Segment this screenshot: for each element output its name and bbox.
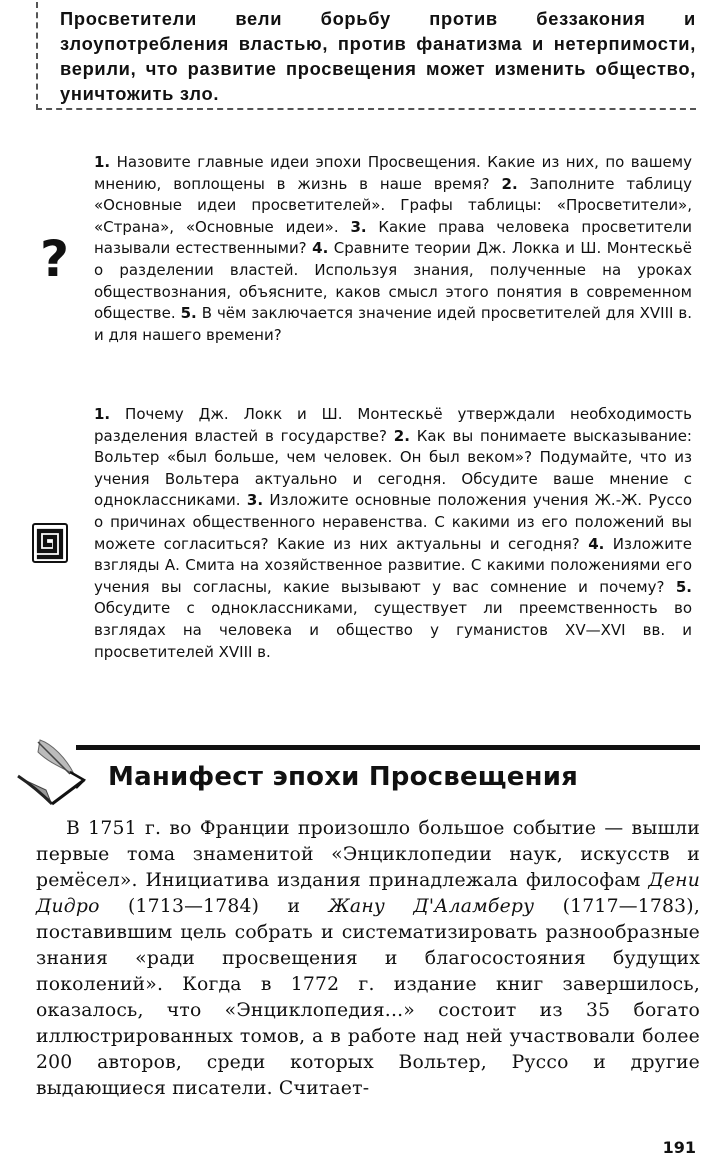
question-number: 5. — [180, 304, 197, 323]
task-number: 2. — [393, 426, 410, 445]
paragraph-text: В 1751 г. во Франции произошло большое событие — вышли первые тома знаменитой «Энциклопедии наук, искусств и ремёсел». Инициатива издания принадлежала философам — [36, 818, 700, 891]
question-text: Какие права человека просветители называли естественными? — [94, 217, 692, 258]
spiral-task-icon — [32, 523, 68, 563]
section-divider — [76, 745, 700, 750]
question-number: 4. — [312, 239, 329, 258]
question-number: 3. — [350, 217, 367, 236]
person-name: Жану Д'Аламберу — [328, 896, 535, 917]
summary-box — [36, 2, 696, 110]
task-text: Почему Дж. Локк и Ш. Монтескьё утверждали необходимость разделения властей в государстве? — [94, 405, 692, 445]
question-text: Назовите главные идеи эпохи Просвещения. Какие из них, по вашему мнению, воплощены в жизнь в наше время? — [94, 153, 692, 193]
page-number: 191 — [662, 1138, 696, 1157]
task-number: 4. — [588, 534, 605, 553]
task-number: 1. — [94, 405, 111, 423]
task-text: Обсудите с одноклассниками, существует ли преемственность во взглядах на человека и общество у гуманистов XV—XVI вв. и просветителей XVIII в. — [94, 599, 692, 661]
task-text: Изложите взгляды А. Смита на хозяйственное развитие. С какими положениями его учения вы согласны, какие вызывают у вас сомнение и почему? — [94, 534, 692, 596]
question-text: Сравните теории Дж. Локка и Ш. Монтескьё о разделении властей. Используя знания, полученные на уроках обществознания, объясните, каков смысл этого понятия в современном обществе. — [94, 239, 692, 323]
paragraph-text: (1717—1783), поставившим цель собрать и систематизировать разнообразные знания «ради просвещения и благосостояния будущих поколений». Когда в 1772 г. издание книг завершилось, оказалось, что «Энциклопедия...» состоит из 35 богато иллюстрированных томов, а в работе над ней участвовали более 200 авторов, среди которых Вольтер, Руссо и другие выдающиеся писатели. Считает- — [36, 896, 700, 1099]
question-text: В чём заключается значение идей просветителей для XVIII в. и для нашего времени? — [94, 304, 692, 344]
section-title: Манифест эпохи Просвещения — [108, 762, 579, 792]
task-number: 3. — [246, 491, 264, 510]
question-number: 1. — [94, 153, 111, 171]
question-text: Заполните таблицу «Основные идеи просветителей». Графы таблицы: «Просветители», «Страна», «Основные идеи». — [94, 174, 692, 236]
question-mark-icon: ? — [40, 230, 70, 288]
question-number: 2. — [501, 174, 518, 193]
task-number: 5. — [675, 577, 692, 596]
task-text: Как вы понимаете высказывание: Вольтер «был больше, чем человек. Он был веком»? Подумайте, что из учения Вольтера актуально и сегодня. Обсудите ваше мнение с одноклассниками. — [94, 426, 692, 510]
body-paragraph — [36, 816, 700, 1102]
review-questions — [94, 152, 692, 346]
paragraph-text: (1713—1784) и — [99, 896, 329, 917]
summary-text: Просветители вели борьбу против беззакония и злоупотребления властью, против фанатизма и нетерпимости, верили, что развитие просвещения может изменить общество, уничтожить зло. — [60, 8, 696, 104]
person-name: Дени Дидро — [36, 870, 700, 917]
task-text: Изложите основные положения учения Ж.-Ж. Руссо о причинах общественного неравенства. С какими из его положений вы можете согласиться? Какие из них актуальны и сегодня? — [94, 491, 692, 553]
assignment-tasks — [94, 404, 692, 663]
